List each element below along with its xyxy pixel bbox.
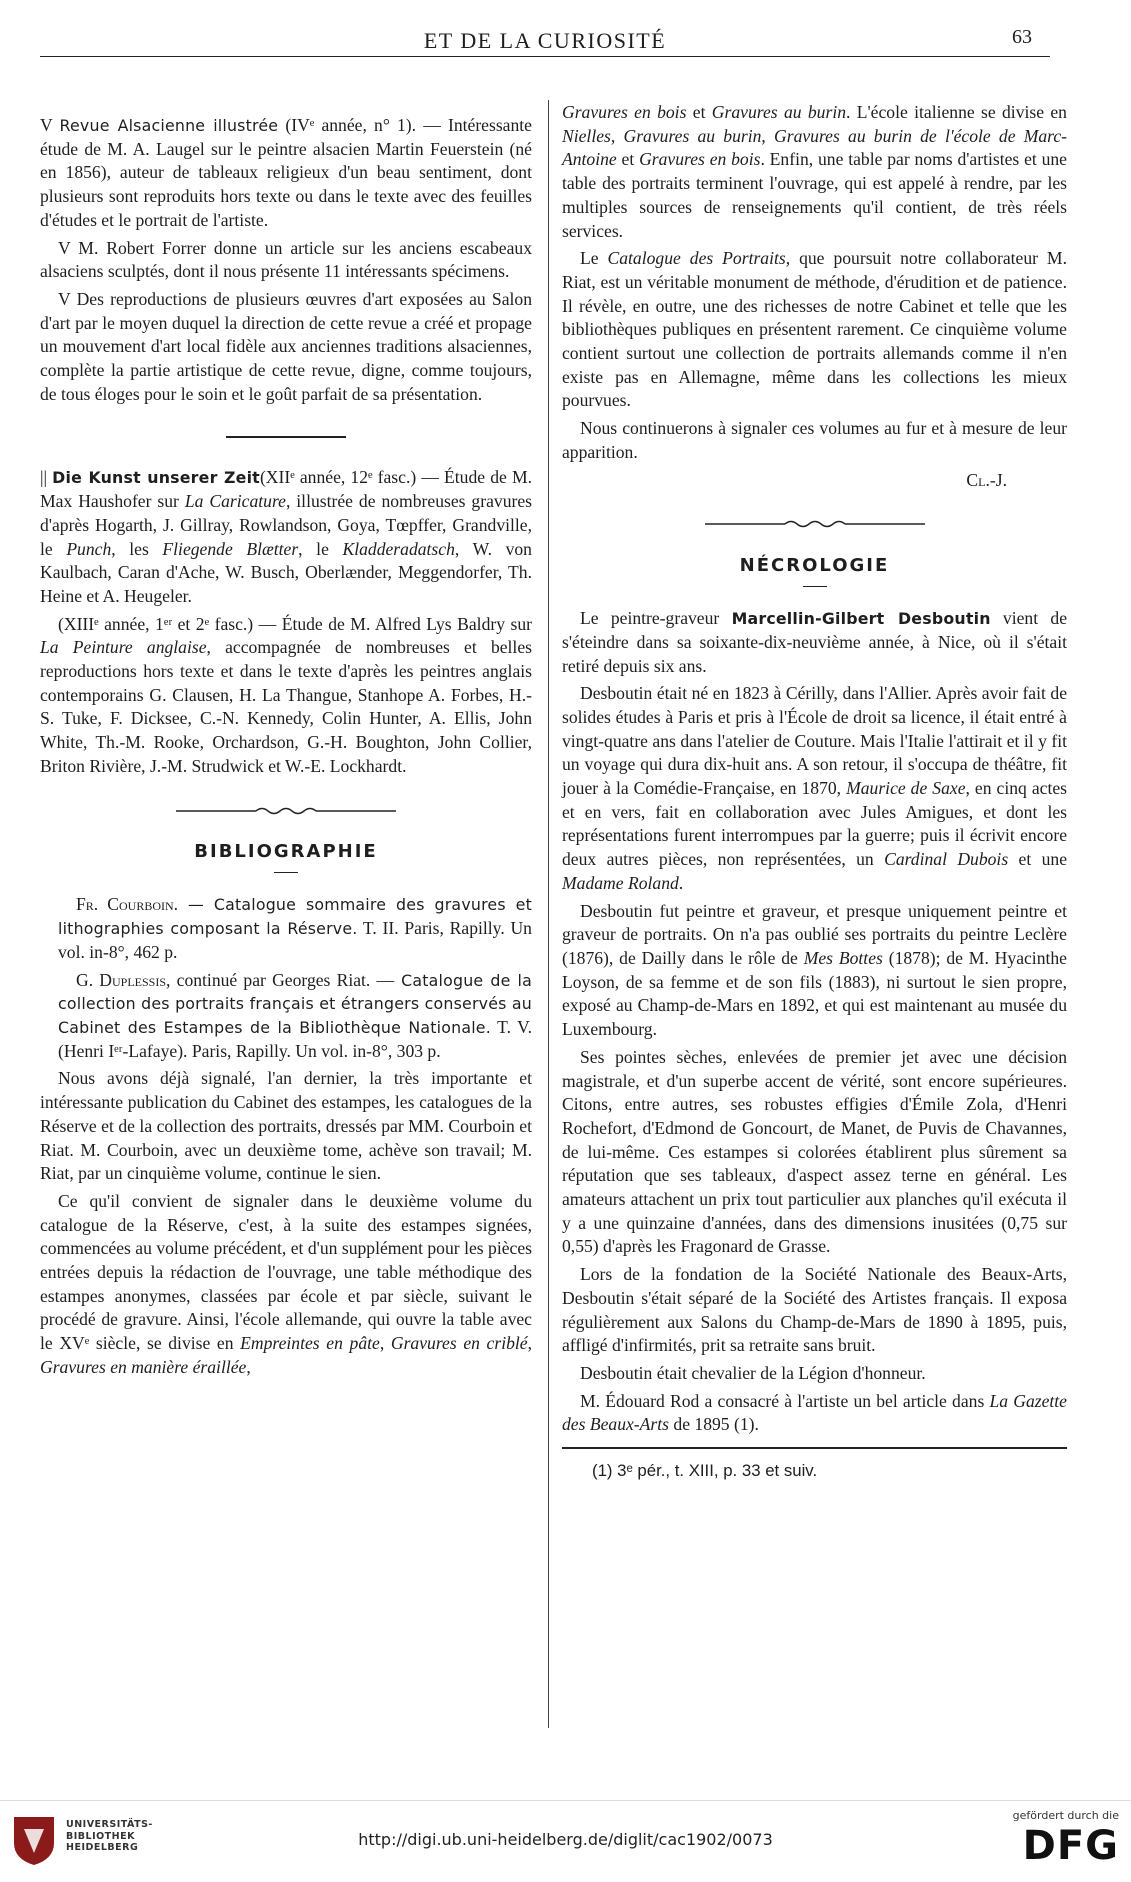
library-name-line: BIBLIOTHEK — [66, 1830, 135, 1842]
section-mark: || — [40, 467, 48, 488]
paragraph-text: , W. von Kaulbach, Caran d'Ache, W. Busch, Oberlænder, Meggendorfer, Th. Heine et A. Heugeler. — [40, 538, 532, 606]
bibliography-entry-1 — [40, 893, 532, 964]
revue-alsacienne-paragraph — [40, 114, 532, 233]
continued-paragraph — [562, 101, 1067, 243]
work-title: — Catalogue sommaire des gravures et lithographies composant la Réserve. — [58, 895, 532, 939]
italic-title: Madame Roland — [562, 872, 679, 893]
bibliographie-heading: BIBLIOGRAPHIE — [194, 841, 378, 863]
paragraph-text: de 1895 (1). — [669, 1414, 759, 1435]
paragraph: V M. Robert Forrer donne un article sur les anciens escabeaux alsaciens sculptés, dont il nous présente 11 intéressants spécimens. — [40, 237, 532, 282]
italic-title: Gravures en bois — [562, 102, 687, 122]
paragraph — [562, 682, 1067, 895]
periodical-title: Die Kunst unserer Zeit — [52, 468, 260, 488]
paragraph — [562, 247, 1067, 413]
paragraph-text: . Enfin, une table par noms d'artistes et une table des portraits terminent l'ouvrage, qui est appelé à rendre, par les multiples sources de renseignements qu'il contient, de très réels services. — [562, 149, 1067, 241]
paragraph-text: vient de s'éteindre dans sa soixante-dix-neuvième année, à Nice, où il s'était retiré depuis six ans. — [562, 608, 1068, 676]
paragraph: Nous avons déjà signalé, l'an dernier, la très importante et intéressante publication du Cabinet des estampes, les catalogues de la Réserve et de la collection des portraits, dressés par MM. Courboin et Riat. M. Courboin, avec un deuxième tome, achève son travail; M. Riat, par un cinquième volume, continue le sien. — [40, 1068, 532, 1184]
publication-details: T. V. (Henri Iᵉʳ-Lafaye). Paris, Rapilly. Un vol. in-8°, 303 p. — [58, 1017, 532, 1061]
bibliography-entry-2 — [40, 969, 532, 1064]
footnote-rule — [562, 1447, 1067, 1449]
periodical-title: Revue Alsacienne illustrée — [59, 116, 279, 135]
paragraph-text: Ce qu'il convient de signaler dans le deuxième volume du catalogue de la Réserve, c'est, à la suite des estampes signées, commencées au volume précédent, et d'un supplément pour les pièces entrées depuis la rédaction de l'ouvrage, une table méthodique des estampes anonymes, classées par école et par siècle, suivant le procédé de gravure. Ainsi, l'école allemande, qui ouvre la table avec le XVᵉ siècle, se divise en — [40, 1190, 532, 1354]
heading-dash — [274, 872, 298, 874]
person-name: Marcellin-Gilbert Desboutin — [731, 609, 991, 629]
author: G. Duplessis, — [76, 969, 171, 990]
paragraph-text: (XIIᵉ année, 12ᵉ fasc.) — Étude de M. Max Haushofer sur — [40, 467, 532, 512]
paragraph-text: , — [246, 1356, 251, 1377]
paragraph-text: continué par Georges Riat. — — [170, 969, 395, 990]
ornamental-rule — [562, 512, 1067, 536]
dfg-logo: DFG — [1022, 1823, 1119, 1869]
paragraph-text: , illustrée de nombreuses gravures d'après Hogarth, J. Gillray, Rowlandson, Goya, Tœpffer, Grandville, le — [40, 491, 533, 559]
funded-by-label: gefördert durch die — [1012, 1809, 1119, 1822]
library-name-line: UNIVERSITÄTS- — [66, 1819, 153, 1830]
italic-title: Fliegende Blætter — [162, 538, 299, 559]
italic-title: Nielles — [562, 125, 611, 146]
paragraph-text: (1878); de M. Hyacinthe Loyson, de sa femme et de son fils (1883), ni surtout le sien propre, exposé au Champ-de-Mars en 1892, et qui est maintenant au musée du Luxembourg. — [562, 948, 1067, 1040]
paragraph-text: , — [610, 125, 624, 146]
paragraph-text: et — [686, 102, 712, 122]
italic-title: La Gazette des Beaux-Arts — [562, 1390, 1067, 1435]
paragraph: Nous continuerons à signaler ces volumes au fur et à mesure de leur apparition. — [562, 418, 1067, 462]
running-title: ET DE LA CURIOSITÉ — [423, 28, 667, 53]
running-head — [40, 26, 1050, 57]
italic-title: Punch — [66, 538, 112, 559]
paragraph-text: (XIIIᵉ année, 1ᵉʳ et 2ᵉ fasc.) — Étude de M. Alfred Lys Baldry sur — [58, 613, 532, 634]
paragraph-text: et une — [1008, 849, 1067, 870]
paragraph-text: et — [616, 149, 640, 170]
footnote: (1) 3ᵉ pér., t. XIII, p. 33 et suiv. — [592, 1460, 818, 1480]
paragraph-text: Desboutin était né en 1823 à Cérilly, dans l'Allier. Après avoir fait de solides études à Paris et pris à l'École de droit sa licence, il était entré à vingt-quatre ans dans l'atelier de Couture. Mais l'Italie l'attirait et il y fit un voyage qui dura dix-huit ans. A son retour, il s'occupa de théâtre, fit jouer à la Comédie-Française, en 1870, — [562, 683, 1067, 799]
necrologie-heading: NÉCROLOGIE — [739, 554, 890, 576]
paragraph-text: M. Édouard Rod a consacré à l'artiste un bel article dans — [580, 1390, 990, 1411]
left-column — [40, 114, 532, 1384]
column-divider — [548, 100, 549, 1728]
ornament-icon — [705, 519, 925, 529]
italic-title: Kladderadatsch — [342, 538, 455, 559]
digitization-footer — [0, 1800, 1131, 1882]
paragraph-text: Le peintre-graveur — [580, 608, 732, 629]
italic-title: Gravures au burin — [711, 102, 846, 122]
italic-title: Mes Bottes — [803, 948, 883, 968]
paragraph-text: , — [527, 1333, 533, 1354]
italic-title: Gravures en criblé — [390, 1333, 528, 1354]
paragraph-text: . — [678, 872, 684, 893]
paragraph-text: , les — [111, 538, 163, 559]
paragraph-text: . L'école italienne se divise en — [846, 102, 1067, 122]
paragraph-text: , accompagnée de nombreuses et belles reproductions hors texte et dans le texte d'après les peintres anglais contemporains G. Clausen, H. La Thangue, Stanhope A. Forbes, H.-S. Tuke, F. Dicksee, C.-N. Kennedy, Colin Hunter, A. Ellis, John White, Th.-M. Rooke, Orchardson, G.-H. Boughton, John Collier, Briton Rivière, J.-M. Strudwick et W.-E. Lockhardt. — [40, 637, 532, 776]
italic-title: Maurice de Saxe — [846, 778, 966, 799]
signature: Cl.-J. — [966, 469, 1007, 490]
italic-title: La Caricature — [184, 491, 286, 512]
ornament-icon — [176, 806, 396, 816]
kunst-paragraph-2 — [40, 613, 532, 779]
paragraph-text: , que poursuit notre collaborateur M. Riat, est un véritable monument de méthode, d'érudition et de patience. Il révèle, en outre, une des richesses de notre Cabinet et telle que les bibliothèques publiques en présentent rarement. Ce cinquième volume contient surtout une collection de portraits allemands comme il n'en existe pas en Allemagne, même dans les collections les mieux pourvues. — [562, 248, 1067, 411]
work-title: Catalogue de la collection des portraits français et étrangers conservés au Cabinet des Estampes de la Bibliothèque Nationale. — [58, 970, 533, 1037]
section-mark: V — [40, 115, 53, 135]
italic-title: Catalogue des Portraits — [607, 248, 786, 269]
paragraph-text: , en cinq actes et en vers, fait en collaboration avec Jules Amigues, et dont les représentations furent interrompues par la guerre; puis il écrivit encore deux autres pièces, non représentées, un — [562, 778, 1067, 870]
heading-dash — [803, 586, 827, 588]
italic-title: Gravures en manière éraillée — [40, 1356, 247, 1377]
paragraph: Lors de la fondation de la Société Nationale des Beaux-Arts, Desboutin s'était séparé de la Société des Artistes français. Il exposa régulièrement aux Salons du Champ-de-Mars de 1890 à 1895, puis, affligé d'infirmités, prit sa retraite sans bruit. — [562, 1264, 1067, 1356]
paragraph-text: , — [379, 1333, 391, 1354]
paragraph-text: , — [761, 125, 775, 146]
italic-title: Gravures en bois — [639, 149, 761, 170]
page-number: 63 — [1012, 26, 1032, 48]
paragraph-text: (IVᵉ année, n° 1). — Intéressante étude de M. A. Laugel sur le peintre alsacien Martin Feuerstein (né en 1856), auteur de tableaux religieux d'un beau sentiment, dont plusieurs sont reproduits hors texte ou dans le texte avec des feuilles d'études et le portrait de l'artiste. — [40, 115, 532, 230]
paragraph — [562, 900, 1067, 1042]
section-separator — [226, 436, 346, 438]
italic-title: Cardinal Dubois — [884, 849, 1009, 870]
paragraph — [562, 607, 1067, 678]
italic-title: La Peinture anglaise — [40, 637, 207, 658]
permalink[interactable]: http://digi.ub.uni-heidelberg.de/diglit/cac1902/0073 — [358, 1830, 773, 1849]
kunst-paragraph — [40, 466, 532, 608]
author: Fr. Courboin. — [76, 894, 179, 915]
library-name-line: HEIDELBERG — [66, 1842, 139, 1853]
paragraph: Ses pointes sèches, enlevées de premier jet avec une décision magistrale, et d'un superbe accent de vérité, sont encore supérieures. Citons, entre autres, ses robustes effigies d'Émile Zola, d'Henri Rochefort, d'Edmond de Goncourt, de Manet, de Puvis de Chavannes, de lui-même. Ces estampes si colorées établirent plus sûrement sa réputation que ses tableaux, d'aspect assez terne en général. Les amateurs attachent un prix tout particulier aux planches qu'il exécuta il y a une quinzaine d'années, dans des dimensions inusitées (0,75 sur 0,55) d'après les Fragonard de Grasse. — [562, 1046, 1067, 1257]
italic-title: Gravures au burin de l'école de Marc-Antoine — [562, 125, 1068, 170]
right-column — [562, 101, 1067, 1482]
publication-details: T. II. Paris, Rapilly. Un vol. in-8°, 462 p. — [58, 918, 532, 962]
paragraph-text: Le — [580, 248, 608, 269]
italic-title: Empreintes en pâte — [240, 1333, 380, 1354]
ornamental-rule — [40, 799, 532, 823]
paragraph: V Des reproductions de plusieurs œuvres d'art exposées au Salon d'art par le moyen duquel la direction de cette revue a créé et propage un mouvement d'art local fidèle aux anciennes traditions alsaciennes, complète la partie artistique de cette revue, digne, comme toujours, de tous éloges pour le soin et le goût parfait de sa présentation. — [40, 288, 532, 404]
paragraph: Desboutin était chevalier de la Légion d'honneur. — [580, 1362, 926, 1383]
paragraph-text: , le — [298, 538, 343, 559]
paragraph — [40, 1190, 532, 1380]
paragraph-text: Desboutin fut peintre et graveur, et presque uniquement peintre et graveur de portraits. On n'a pas oublié ses portraits du peintre Leclère (1876), de Dailly dans le rôle de — [562, 900, 1067, 968]
paragraph — [562, 1390, 1067, 1437]
italic-title: Gravures au burin — [623, 125, 762, 146]
